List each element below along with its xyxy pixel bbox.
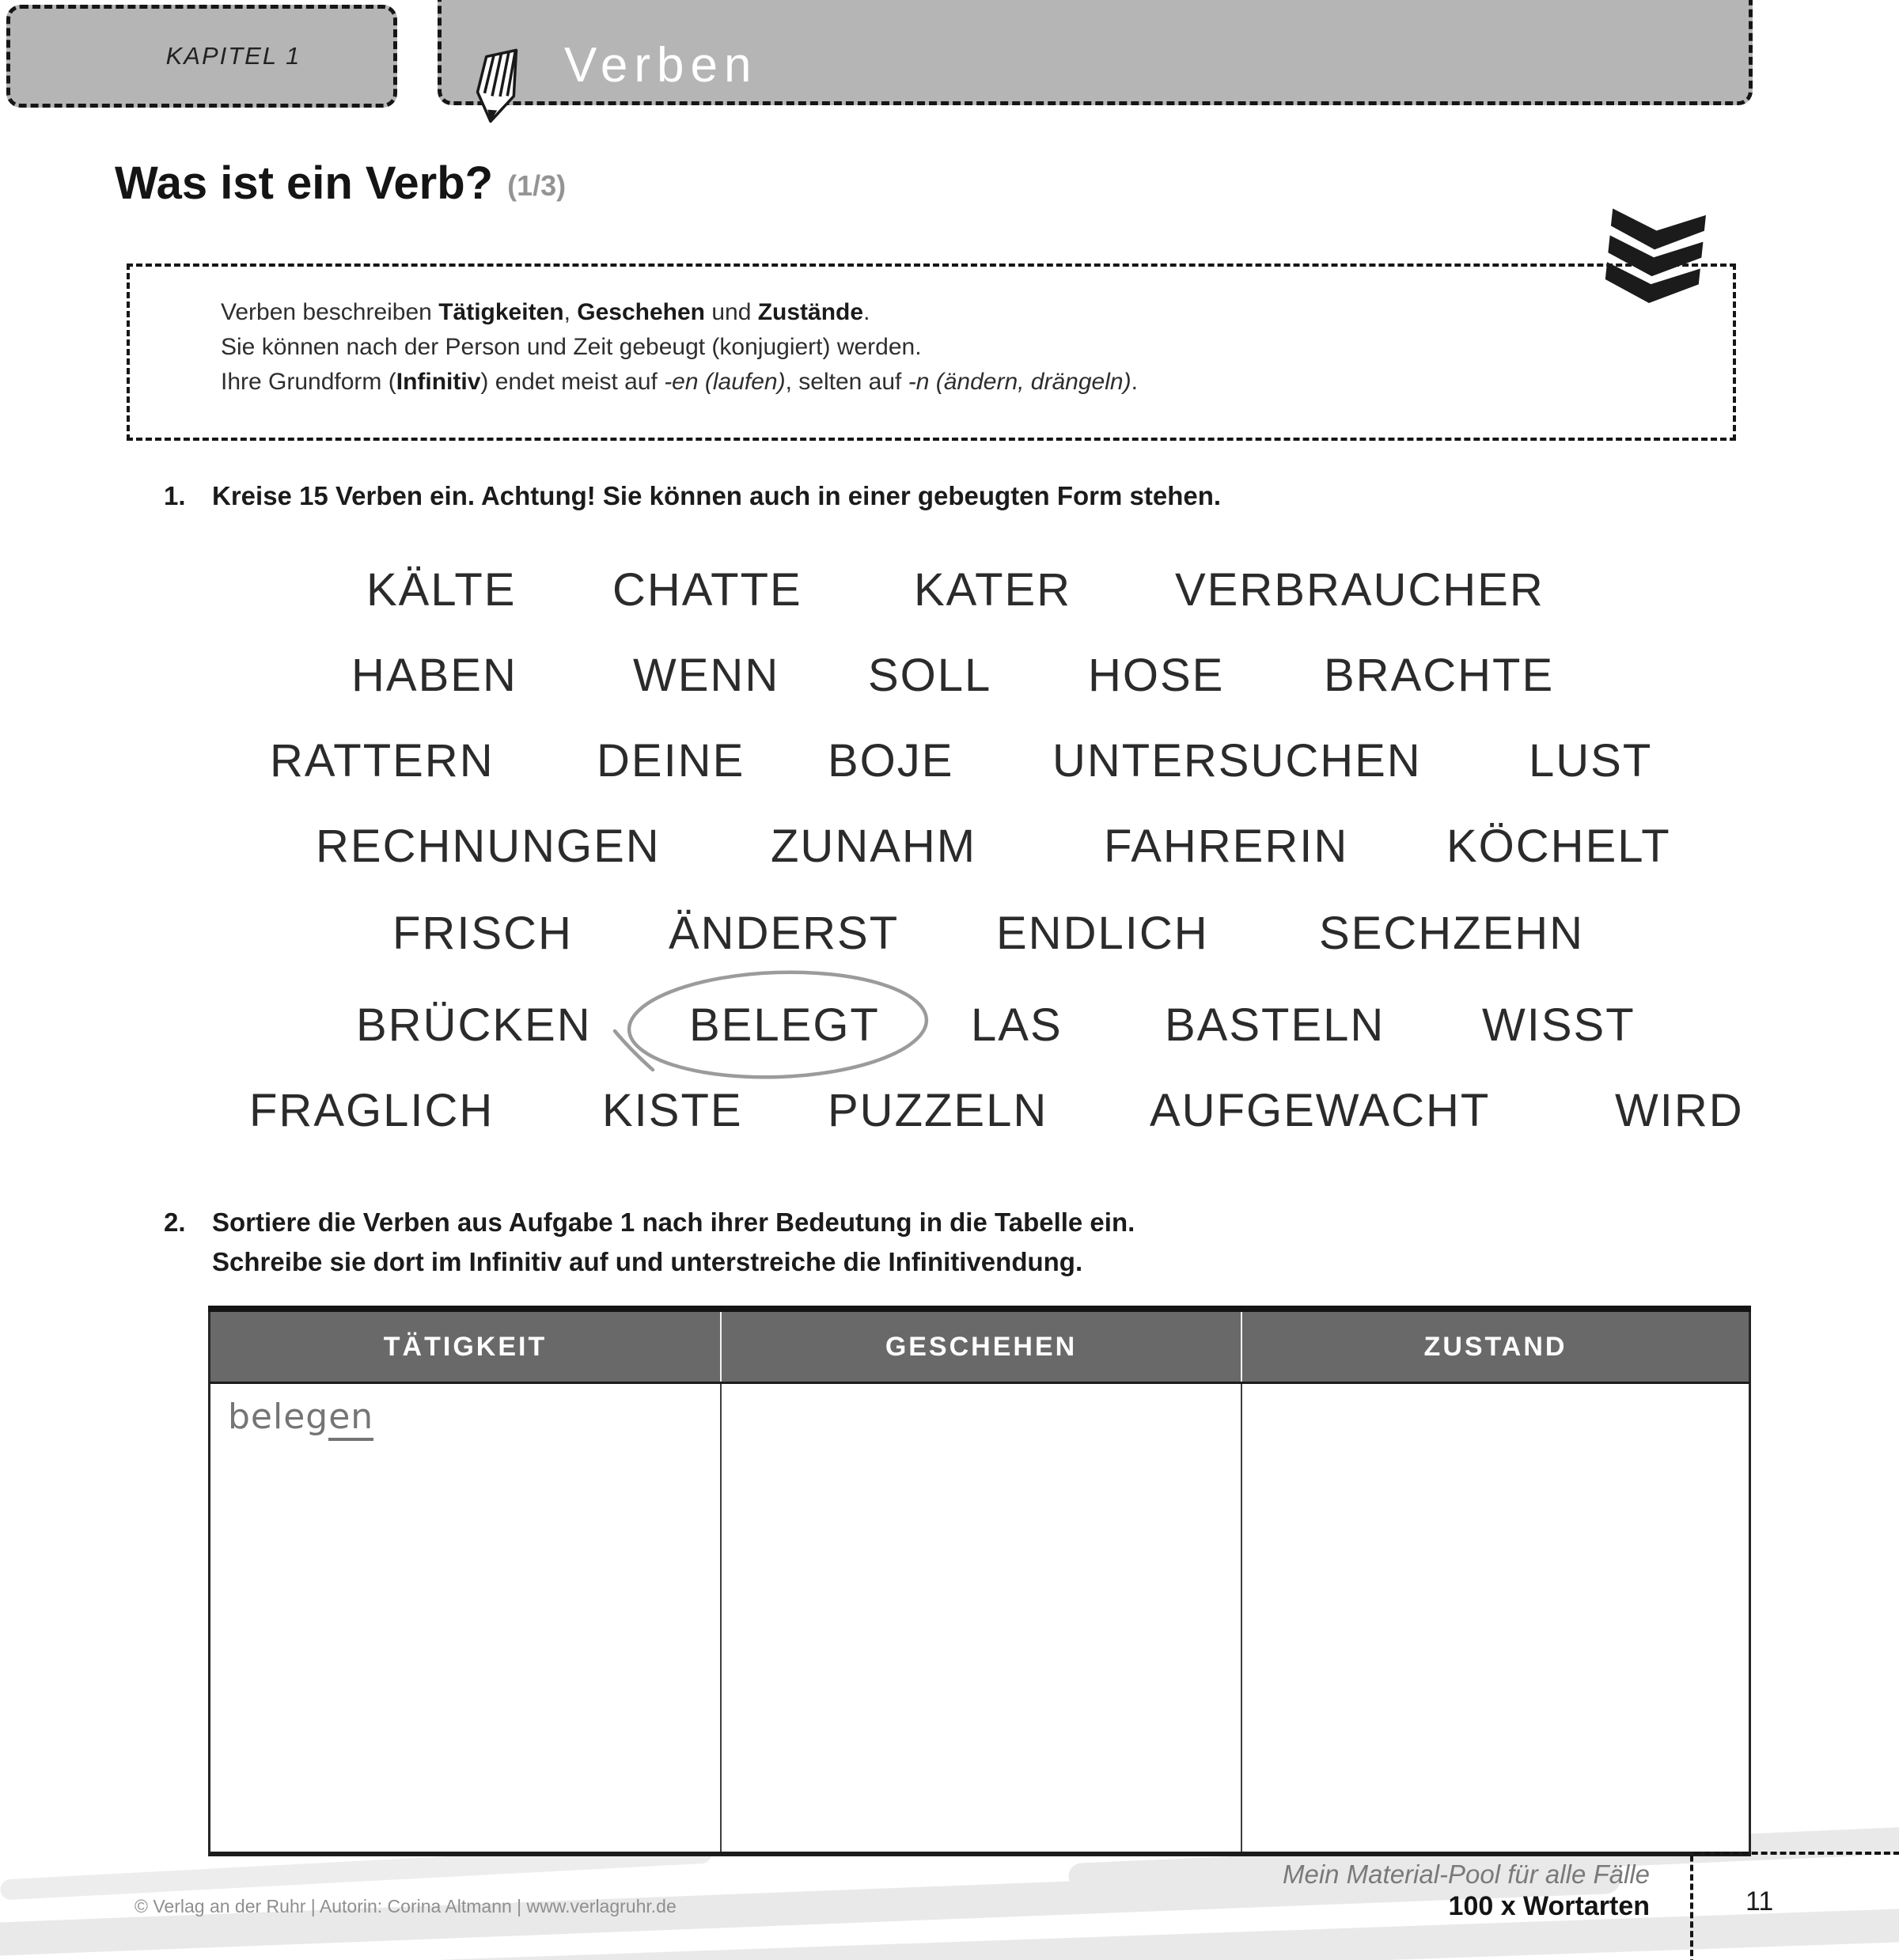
grid-word: FRAGLICH [249,1085,495,1136]
grid-word: BRACHTE [1324,650,1555,701]
grid-word: FAHRERIN [1104,821,1349,872]
chapter-label: KAPITEL 1 [165,42,301,70]
grid-word: ÄNDERST [669,908,900,959]
table-top-border [208,1306,1751,1312]
grid-word: BASTELN [1165,999,1385,1051]
triple-chevron-down-icon [1597,207,1722,309]
grid-word: KÄLTE [366,564,517,616]
grid-word: SECHZEHN [1319,908,1585,959]
table-header-row [208,1312,1751,1382]
grid-word: KÖCHELT [1446,821,1671,872]
grid-word: PUZZELN [828,1085,1048,1136]
info-line-2: Sie können nach der Person und Zeit gebeugt (konjugiert) werden. [221,334,922,360]
book-title: 100 x Wortarten [1448,1891,1650,1921]
page-title [115,158,566,209]
page-number: 11 [1745,1886,1774,1916]
task2-number: 2. [164,1207,186,1237]
grid-word: AUFGEWACHT [1150,1085,1491,1136]
circle-annotation [603,953,943,1100]
grid-word: WIRD [1615,1085,1744,1136]
grid-word: WISST [1482,999,1636,1051]
underlined-ending: en [328,1397,373,1441]
grid-word: BRÜCKEN [356,999,592,1051]
table-header-zustand: ZUSTAND [1241,1312,1749,1382]
page-number-box [1690,1852,1899,1960]
copyright-line: © Verlag an der Ruhr | Autorin: Corina Altmann | www.verlagruhr.de [135,1896,677,1916]
grid-word: LAS [971,999,1063,1051]
section-title: Verben [564,38,758,93]
chapter-box [6,5,397,108]
grid-word: ZUNAHM [771,821,977,872]
task1-text: Kreise 15 Verben ein. Achtung! Sie können auch in einer gebeugten Form stehen. [212,481,1222,510]
table-cell-taetigkeit[interactable] [210,1384,720,1852]
table-cell-geschehen[interactable] [720,1384,1241,1852]
grid-word: KATER [914,564,1072,616]
info-box [127,263,1736,441]
grid-word: HOSE [1088,650,1225,701]
sorting-table [208,1306,1751,1856]
grid-word: KISTE [602,1085,743,1136]
grid-word: WENN [633,650,780,701]
grid-word: RECHNUNGEN [316,821,661,872]
grid-word-circled: BELEGT [689,999,880,1051]
grid-word: UNTERSUCHEN [1052,735,1422,787]
series-title: Mein Material-Pool für alle Fälle [1282,1860,1650,1889]
table-header-geschehen: GESCHEHEN [720,1312,1241,1382]
info-line-3: Ihre Grundform (Infinitiv) endet meist auf -en (laufen), selten auf -n (ändern, drängeln). [221,369,1138,395]
task2-line1: Sortiere die Verben aus Aufgabe 1 nach ihrer Bedeutung in die Tabelle ein. [212,1207,1135,1237]
task1-number: 1. [164,481,186,510]
page-title-text: Was ist ein Verb? [115,157,494,209]
grid-word: DEINE [597,735,745,787]
table-body-row [208,1382,1751,1856]
grid-word: ENDLICH [996,908,1209,959]
handwritten-entry: belegen [228,1397,373,1441]
grid-word: LUST [1529,735,1653,787]
grid-word: CHATTE [612,564,802,616]
pencil-icon [469,44,544,130]
grid-word: RATTERN [270,735,495,787]
grid-word: SOLL [868,650,992,701]
table-cell-zustand[interactable] [1241,1384,1749,1852]
grid-word: FRISCH [392,908,573,959]
task2-line2: Schreibe sie dort im Infinitiv auf und unterstreiche die Infinitivendung. [212,1247,1083,1276]
table-header-taetigkeit: TÄTIGKEIT [383,1331,548,1362]
page-title-counter: (1/3) [507,169,567,202]
grid-word: HABEN [351,650,517,701]
grid-word: VERBRAUCHER [1175,564,1545,616]
grid-word: BOJE [828,735,954,787]
info-line-1: Verben beschreiben Tätigkeiten, Geschehen und Zustände. [221,299,870,325]
